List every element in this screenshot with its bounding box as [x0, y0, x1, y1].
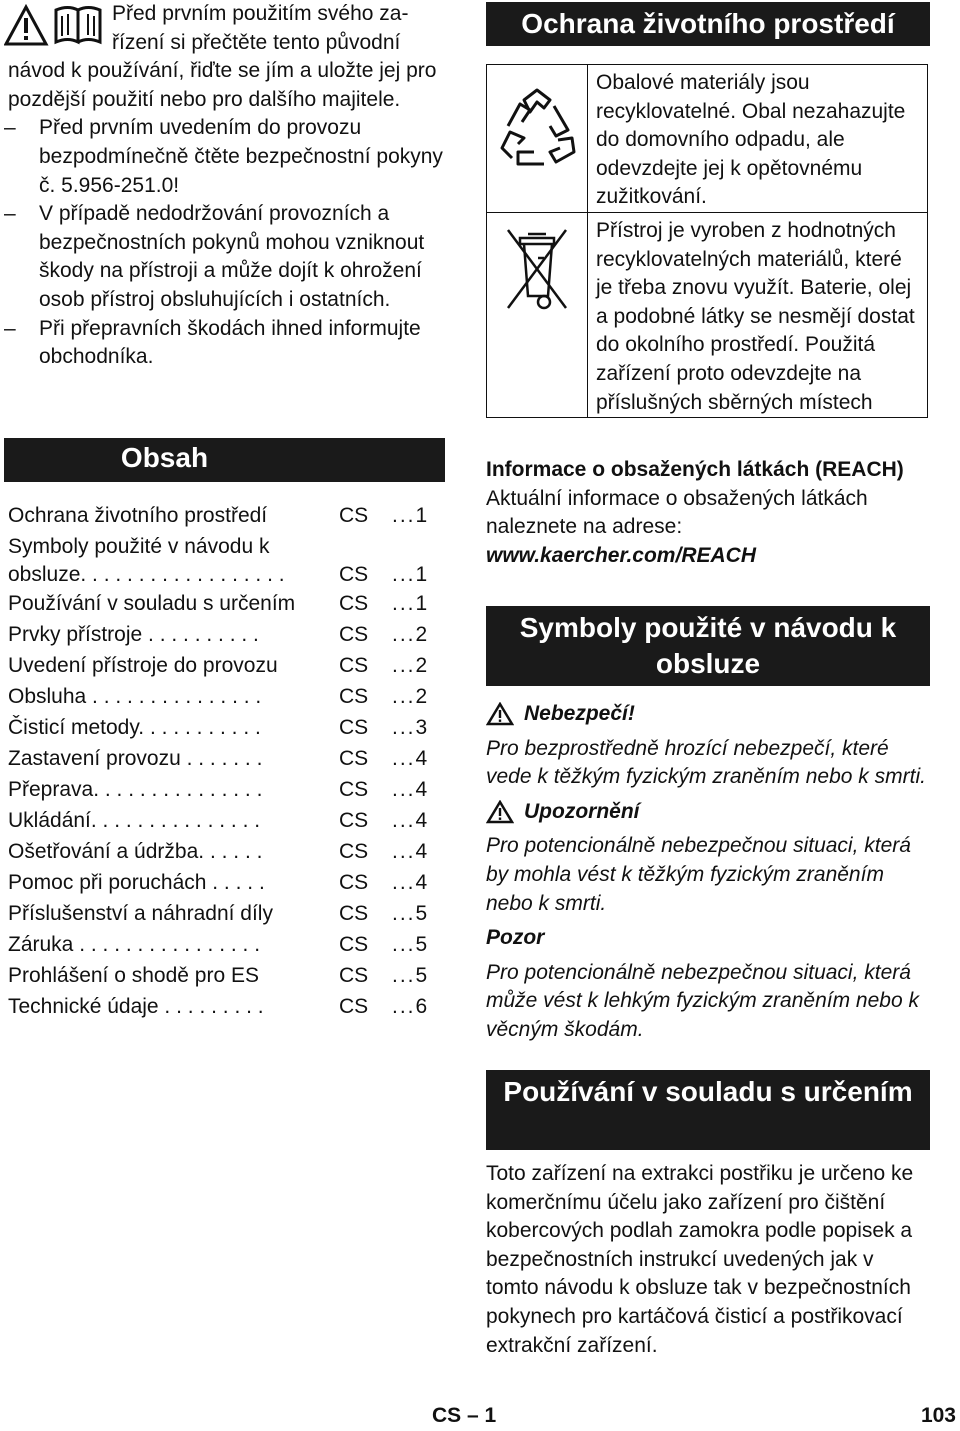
toc-item-title: Prvky přístroje . . . . . . . . . . [8, 623, 259, 646]
toc-item[interactable] [8, 993, 448, 1024]
toc-item-lang: CS [339, 871, 369, 894]
toc-item-lang: CS [339, 685, 369, 708]
environment-table [486, 64, 928, 418]
toc-item-page: ...5 [392, 964, 430, 987]
toc-item-title: Ošetřování a údržba. . . . . . [8, 840, 263, 863]
reach-section [486, 456, 930, 570]
toc-item-lang: CS [339, 933, 369, 956]
danger-text: Pro bezprostředně hrozící nebezpečí, které vede k těžkým fyzickým zraněním nebo k smrti. [486, 736, 926, 789]
environment-row [487, 212, 928, 417]
environment-text-cell: Obalové materiály jsou recyklovatelné. Obal nezahazujte do domovního odpadu, ale odevzdejte jej k opětovnému zužitkování. [588, 65, 928, 213]
toc-item[interactable] [8, 776, 448, 807]
toc-item-page: ...6 [392, 995, 430, 1018]
warning-triangle-icon [486, 702, 514, 726]
toc-item-page: ...3 [392, 716, 430, 739]
toc-item-page: ...1 [392, 592, 430, 615]
toc-item-lang: CS [339, 964, 369, 987]
toc-item-title: Záruka . . . . . . . . . . . . . . . . [8, 933, 261, 956]
toc-item-lang: CS [339, 563, 369, 586]
toc-item-page: ...5 [392, 902, 430, 925]
table-of-contents [8, 502, 448, 1024]
footer-section: CS – 1 [432, 1404, 497, 1427]
bullet-text: V případě nedodržování provozních a bezpečnostních pokynů mohou vzniknout škody na přístroji a může dojít k ohrožení osob přístroj obsluhujících i ostatních. [39, 202, 425, 311]
dash-icon: – [4, 202, 16, 226]
toc-item-page: ...4 [392, 871, 430, 894]
warning-manual-icon [4, 4, 102, 46]
toc-item[interactable] [8, 745, 448, 776]
intended-use-heading: Používání v souladu s určením [486, 1070, 930, 1150]
reach-text: Aktuální informace o obsažených látkách naleznete na adrese: [486, 486, 868, 539]
left-column [0, 0, 445, 1018]
toc-item-lang: CS [339, 504, 369, 527]
symbols-heading: Symboly použité v návodu k obsluze [486, 606, 930, 686]
toc-item-title: Přeprava. . . . . . . . . . . . . . . [8, 778, 263, 801]
toc-item-lang: CS [339, 592, 369, 615]
toc-item-page: ...2 [392, 654, 430, 677]
toc-item-title: Ukládání. . . . . . . . . . . . . . . [8, 809, 261, 832]
reach-link[interactable]: www.kaercher.com/REACH [486, 543, 756, 567]
toc-item-title: Uvedení přístroje do provozu [8, 654, 278, 677]
toc-item-title: Symboly použité v návodu k obsluze. . . . . . . . . . . . . . . . . . [8, 535, 285, 586]
toc-item[interactable] [8, 931, 448, 962]
toc-item-page: ...2 [392, 623, 430, 646]
toc-item-title: Čisticí metody. . . . . . . . . . . [8, 716, 261, 739]
toc-item[interactable] [8, 683, 448, 714]
toc-item-title: Technické údaje . . . . . . . . . [8, 995, 264, 1018]
toc-title: Obsah [120, 442, 209, 473]
caution-heading: Pozor [486, 926, 545, 950]
toc-item-page: ...5 [392, 933, 430, 956]
toc-item-title: Prohlášení o shodě pro ES [8, 964, 259, 987]
toc-item-title: Ochrana životního prostředí [8, 504, 268, 527]
toc-item-lang: CS [339, 778, 369, 801]
toc-item[interactable] [8, 621, 448, 652]
toc-item-title: Zastavení provozu . . . . . . . [8, 747, 263, 770]
bullet-item [0, 114, 445, 200]
danger-label: Nebezpečí! [524, 702, 635, 725]
toc-item-lang: CS [339, 902, 369, 925]
toc-item[interactable] [8, 807, 448, 838]
bullet-text: Před prvním uvedením do provozu bezpodmínečně čtěte bezpečnostní pokyny č. 5.956-251.0! [39, 116, 443, 197]
intro-line-2: řízení si přečtěte tento původní [112, 30, 401, 54]
environment-row [487, 65, 928, 213]
footer-page-number: 103 [920, 1404, 956, 1427]
toc-item-title: Příslušenství a náhradní díly [8, 902, 273, 925]
toc-item-title: Pomoc při poruchách . . . . . [8, 871, 265, 894]
symbols-section [486, 700, 930, 1051]
toc-item-page: ...1 [392, 563, 430, 586]
toc-item-lang: CS [339, 747, 369, 770]
toc-item[interactable] [8, 652, 448, 683]
bullet-item [0, 315, 445, 372]
warning-label: Upozornění [524, 799, 640, 823]
toc-item[interactable] [8, 502, 448, 533]
toc-heading [4, 438, 445, 482]
toc-item[interactable] [8, 714, 448, 745]
intro-line-1: Před prvním použitím svého za- [112, 2, 409, 25]
toc-item[interactable] [8, 590, 448, 621]
environment-icon-cell [487, 65, 588, 213]
toc-item[interactable] [8, 838, 448, 869]
toc-item-lang: CS [339, 654, 369, 677]
caution-text: Pro potencionálně nebezpečnou situaci, která může vést k lehkým fyzickým zraněním nebo k věcným škodám. [486, 960, 919, 1041]
toc-item-page: ...4 [392, 809, 430, 832]
dash-icon: – [4, 116, 16, 140]
toc-item[interactable] [8, 900, 448, 931]
toc-item[interactable] [8, 533, 448, 590]
toc-item-page: ...4 [392, 747, 430, 770]
warning-heading [486, 798, 930, 827]
toc-item-lang: CS [339, 623, 369, 646]
reach-heading: Informace o obsažených látkách (REACH) [486, 458, 904, 481]
intro [0, 0, 445, 372]
environment-icon-cell [487, 212, 588, 417]
environment-text-cell: Přístroj je vyroben z hodnotných recyklovatelných materiálů, které je třeba znovu využít. Baterie, olej a podobné látky se nesmějí dostat do okolního prostředí. Použitá zařízení proto odevzdejte na příslušných sběrných místech [588, 212, 928, 417]
intro-bullets [0, 114, 445, 371]
toc-item-lang: CS [339, 809, 369, 832]
toc-item-page: ...4 [392, 778, 430, 801]
crossed-bin-icon [502, 222, 572, 318]
dash-icon: – [4, 316, 16, 340]
toc-item-lang: CS [339, 840, 369, 863]
toc-item-page: ...4 [392, 840, 430, 863]
warning-text: Pro potencionálně nebezpečnou situaci, která by mohla vést k těžkým fyzickým zraněním nebo k smrti. [486, 834, 911, 915]
toc-item-page: ...1 [392, 504, 430, 527]
toc-item-title: Obsluha . . . . . . . . . . . . . . . [8, 685, 262, 708]
toc-item-lang: CS [339, 716, 369, 739]
toc-item[interactable] [8, 869, 448, 900]
warning-triangle-icon [486, 800, 514, 824]
bullet-item [0, 200, 445, 314]
toc-item-title: Používání v souladu s určením [8, 592, 296, 615]
intro-text: návod k používání, řiďte se jím a uložte jej pro pozdější použití nebo pro dalšího majitele. [8, 59, 437, 111]
environment-heading: Ochrana životního prostředí [486, 2, 930, 46]
toc-item-page: ...2 [392, 685, 430, 708]
danger-heading [486, 700, 930, 729]
bullet-text: Při přepravních škodách ihned informujte obchodníka. [39, 316, 421, 369]
recycle-icon [494, 86, 580, 186]
intended-use-text: Toto zařízení na extrakci postřiku je určeno ke komerčnímu účelu jako zařízení pro čištění kobercových podlah zamokra podle popisek a bezpečnostních instrukcí uvedených jak v tomto návodu k obsluze tak v bezpečnostních pokynech pro kartáčová čisticí a postřikovací extrakční zařízení. [486, 1162, 914, 1357]
toc-item-lang: CS [339, 995, 369, 1018]
toc-item[interactable] [8, 962, 448, 993]
